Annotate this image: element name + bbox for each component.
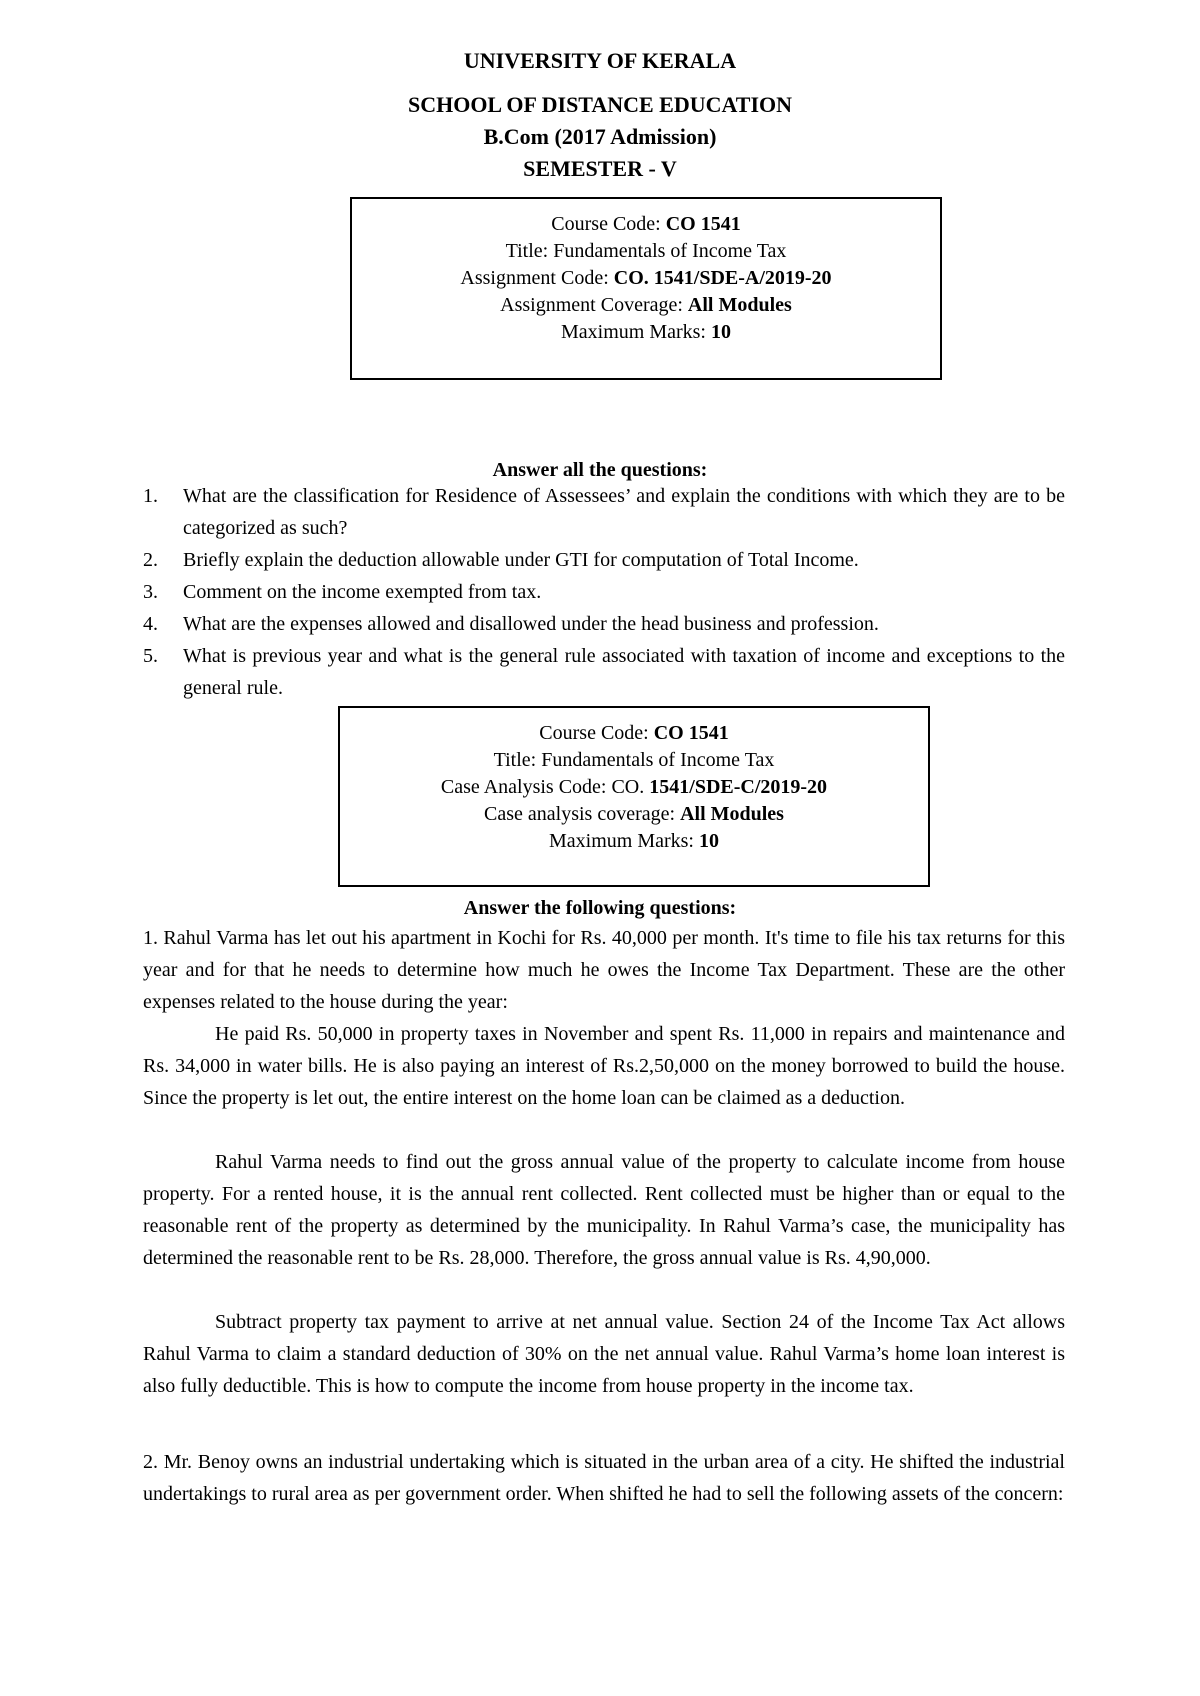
case-coverage-line xyxy=(340,801,928,828)
question-number: 5. xyxy=(143,645,158,667)
assignment-code-line xyxy=(352,265,940,292)
case-question-1-gross-value: Rahul Varma needs to find out the gross annual value of the property to calculate income from house property. For a rented house, it is the annual rent collected. Rent collected must be higher than or equal to the reasonable rent of the property as determined by the municipality. In Rahul Varma’s case, the municipality has determined the reasonable rent to be Rs. 28,000. Therefore, the gross annual value is Rs. 4,90,000. xyxy=(143,1151,1065,1269)
case-question-2-intro: 2. Mr. Benoy owns an industrial undertaking which is situated in the urban area of a city. He shifted the industrial undertakings to rural area as per government order. When shifted he had to sell the following assets of the concern: xyxy=(143,1451,1065,1505)
question-text: Briefly explain the deduction allowable under GTI for computation of Total Income. xyxy=(183,549,859,571)
case-max-marks-line xyxy=(340,828,928,855)
school-title: SCHOOL OF DISTANCE EDUCATION xyxy=(407,92,793,117)
assignment-code-value: CO. 1541/SDE-A/2019-20 xyxy=(613,267,832,289)
question-text: Comment on the income exempted from tax. xyxy=(183,581,542,603)
question-text: What is previous year and what is the general rule associated with taxation of income and exceptions to the general rule. xyxy=(183,645,1065,699)
course-code-value: CO 1541 xyxy=(665,213,741,235)
question-text: What are the classification for Residence of Assessees’ and explain the conditions with which they are to be categorized as such? xyxy=(183,485,1065,539)
case-question-1-intro: 1. Rahul Varma has let out his apartment in Kochi for Rs. 40,000 per month. It's time to file his tax returns for this year and for that he needs to determine how much he owes the Income Tax Department. These are the other expenses related to the house during the year: xyxy=(143,927,1065,1013)
question-number: 1. xyxy=(143,485,158,507)
assignment-code-label: Assignment Code: xyxy=(460,267,614,289)
max-marks-value: 10 xyxy=(711,321,731,343)
max-marks-label: Maximum Marks: xyxy=(561,321,711,343)
assignment-info-box xyxy=(350,197,942,380)
question-number: 3. xyxy=(143,581,158,603)
case-title-line: Title: Fundamentals of Income Tax xyxy=(493,749,775,771)
coverage-value: All Modules xyxy=(687,294,792,316)
coverage-value: All Modules xyxy=(680,803,784,825)
assignment-question-list xyxy=(143,480,1065,704)
course-code-label: Course Code: xyxy=(551,213,666,235)
semester-title: SEMESTER - V xyxy=(523,156,677,181)
case-info-box xyxy=(338,706,930,887)
question-item xyxy=(143,576,1065,608)
question-number: 4. xyxy=(143,613,158,635)
university-title: UNIVERSITY OF KERALA xyxy=(463,48,737,73)
case-question-1-expenses: He paid Rs. 50,000 in property taxes in November and spent Rs. 11,000 in repairs and maintenance and Rs. 34,000 in water bills. He is also paying an interest of Rs.2,50,000 on the money borrowed to build the house. Since the property is let out, the entire interest on the home loan can be claimed as a deduction. xyxy=(143,1023,1065,1109)
max-marks-label: Maximum Marks: xyxy=(549,830,699,852)
assignment-coverage-line xyxy=(352,292,940,319)
question-item xyxy=(143,608,1065,640)
assignment-course-code-line xyxy=(352,211,940,238)
case-question-1-computation: Subtract property tax payment to arrive at net annual value. Section 24 of the Income Tax Act allows Rahul Varma to claim a standard deduction of 30% on the net annual value. Rahul Varma’s home loan interest is also fully deductible. This is how to compute the income from house property in the income tax. xyxy=(143,1311,1065,1397)
assignment-instruction: Answer all the questions: xyxy=(492,459,708,481)
assignment-max-marks-line xyxy=(352,319,940,346)
case-course-code-line xyxy=(340,720,928,747)
case-instruction: Answer the following questions: xyxy=(463,897,737,919)
course-code-label: Course Code: xyxy=(539,722,654,744)
question-item xyxy=(143,480,1065,544)
max-marks-value: 10 xyxy=(699,830,719,852)
course-code-value: CO 1541 xyxy=(653,722,729,744)
question-item xyxy=(143,544,1065,576)
coverage-label: Assignment Coverage: xyxy=(500,294,688,316)
question-number: 2. xyxy=(143,549,158,571)
case-code-line xyxy=(340,774,928,801)
programme-title: B.Com (2017 Admission) xyxy=(483,124,717,149)
case-code-label: Case Analysis Code: CO. xyxy=(440,776,650,798)
assignment-title-line: Title: Fundamentals of Income Tax xyxy=(505,240,787,262)
coverage-label: Case analysis coverage: xyxy=(484,803,681,825)
case-code-value: 1541/SDE-C/2019-20 xyxy=(649,776,828,798)
question-item xyxy=(143,640,1065,704)
question-text: What are the expenses allowed and disallowed under the head business and profession. xyxy=(183,613,879,635)
